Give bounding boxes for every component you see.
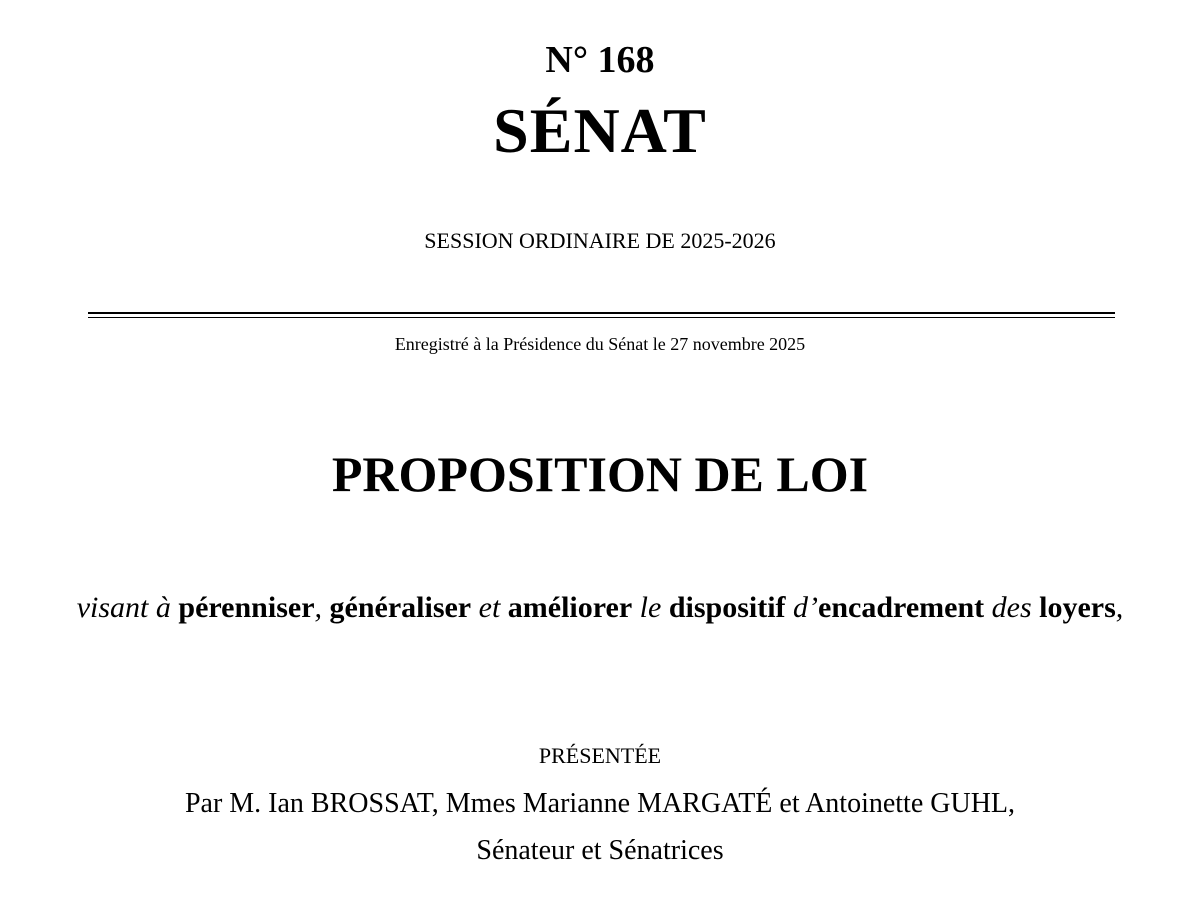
subject-word: d’ <box>793 591 819 624</box>
subject-word: et <box>478 591 501 624</box>
subject-word: pérenniser <box>178 591 315 624</box>
subject-word: le <box>639 591 662 624</box>
bill-subject <box>40 588 1160 627</box>
roles-line: Sénateur et Sénatrices <box>476 835 724 866</box>
double-rule-divider <box>88 312 1115 318</box>
subject-word: améliorer <box>507 591 633 624</box>
subject-word: encadrement <box>818 591 985 624</box>
subject-word: généraliser <box>329 591 472 624</box>
session-line: SESSION ORDINAIRE DE 2025-2026 <box>424 228 776 253</box>
subject-word: , <box>1115 591 1124 624</box>
authors-line: Par M. Ian BROSSAT, Mmes Marianne MARGATÉ et Antoinette GUHL, <box>184 788 1016 819</box>
document-number: N° 168 <box>545 39 655 81</box>
chamber-name: SÉNAT <box>493 95 707 166</box>
presented-label: PRÉSENTÉE <box>538 743 662 768</box>
subject-word: visant à <box>76 591 171 624</box>
subject-word: loyers <box>1039 591 1116 624</box>
registration-date-line: Enregistré à la Présidence du Sénat le 27 novembre 2025 <box>394 334 806 354</box>
document-type-title: PROPOSITION DE LOI <box>331 446 869 502</box>
subject-word: des <box>991 591 1032 624</box>
subject-word: dispositif <box>668 591 786 624</box>
subject-word: , <box>314 591 323 624</box>
